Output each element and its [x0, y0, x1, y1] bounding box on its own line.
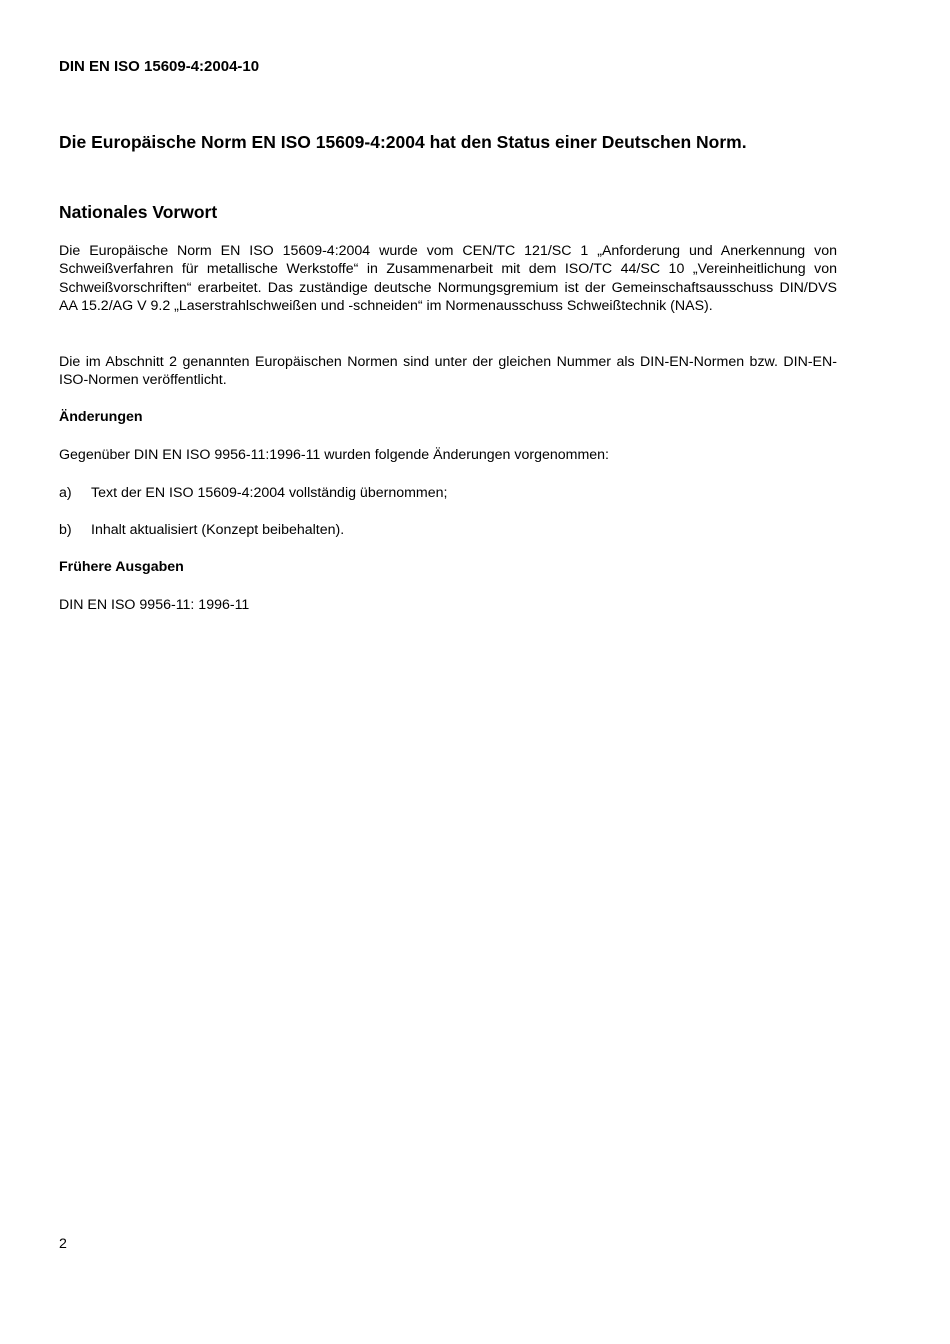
- status-heading: Die Europäische Norm EN ISO 15609-4:2004 hat den Status einer Deutschen Norm.: [59, 132, 747, 152]
- page-number: 2: [59, 1236, 67, 1252]
- list-item-text: Text der EN ISO 15609-4:2004 vollständig übernommen;: [91, 485, 448, 501]
- list-marker: a): [59, 485, 72, 501]
- document-id: DIN EN ISO 15609-4:2004-10: [59, 58, 260, 75]
- changes-intro: Gegenüber DIN EN ISO 9956-11:1996-11 wurden folgende Änderungen vorgenommen:: [59, 447, 609, 463]
- list-marker: b): [59, 522, 72, 538]
- previous-editions-title: Frühere Ausgaben: [59, 559, 184, 575]
- list-item-text: Inhalt aktualisiert (Konzept beibehalten).: [91, 522, 345, 538]
- previous-editions-text: DIN EN ISO 9956-11: 1996-11: [59, 597, 250, 613]
- foreword-title: Nationales Vorwort: [59, 202, 218, 222]
- foreword-paragraph: Die im Abschnitt 2 genannten Europäischen Normen sind unter der gleichen Nummer als DIN-EN-Normen bzw. DIN-EN-ISO-Normen veröffentlicht.: [59, 354, 837, 389]
- changes-title: Änderungen: [59, 409, 143, 425]
- foreword-paragraph: Die Europäische Norm EN ISO 15609-4:2004 wurde vom CEN/TC 121/SC 1 „Anforderung und Anerkennung von Schweißverfahren für metallische Werkstoffe“ in Zusammenarbeit mit dem ISO/TC 44/SC 10 „Vereinheitlichung von Schweißvorschriften“ erarbeitet. Das zuständige deutsche Normungsgremium ist der Gemeinschaftsausschuss DIN/DVS AA 15.2/AG V 9.2 „Laserstrahlschweißen und -schneiden“ im Normenausschuss Schweißtechnik (NAS).: [59, 243, 837, 315]
- document-page: [59, 0, 837, 1344]
